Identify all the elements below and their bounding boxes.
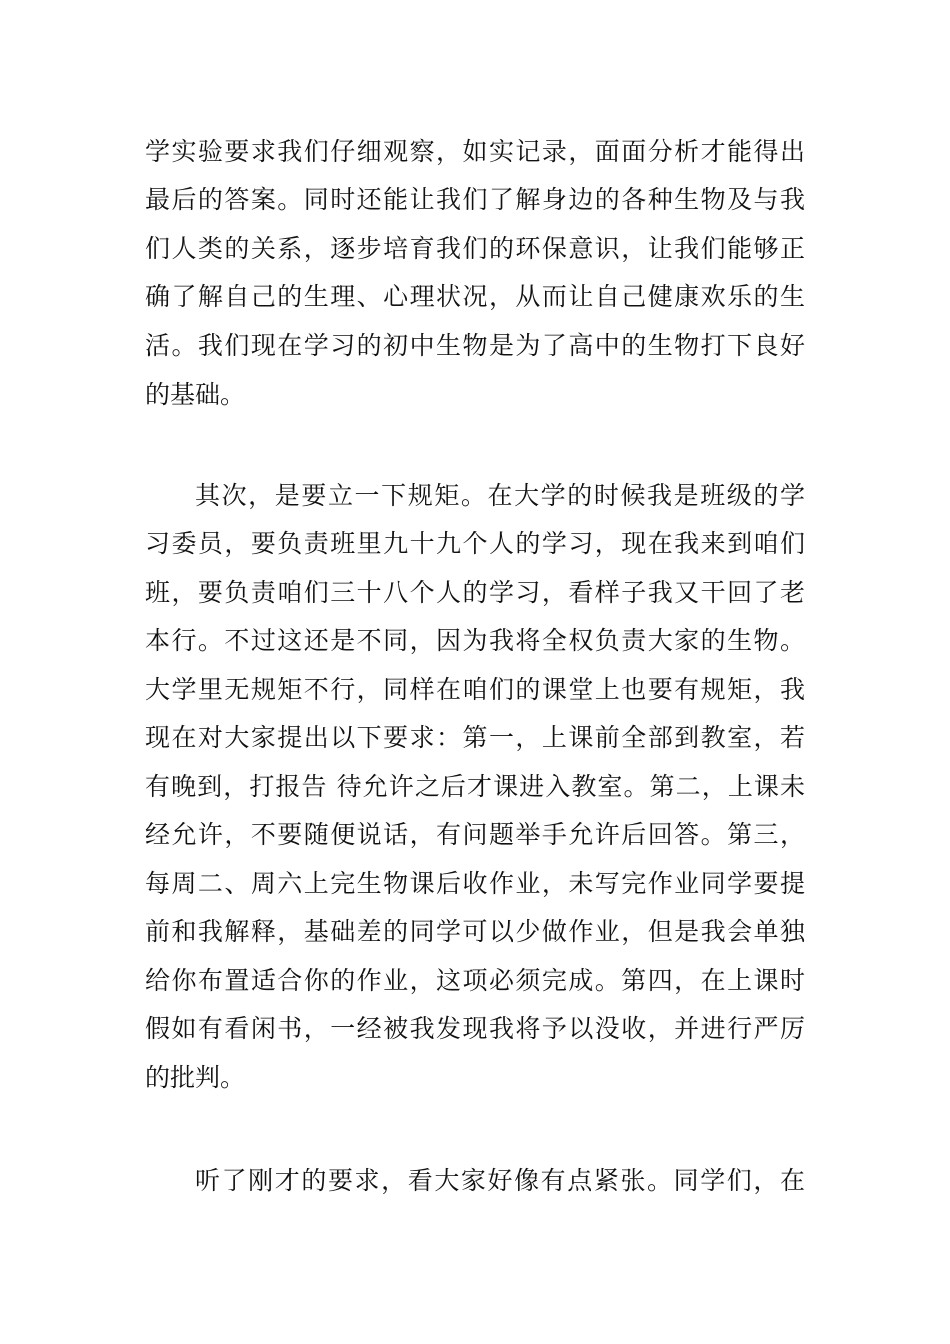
paragraph-2-line-6: 现在对大家提出以下要求：第一，上课前全部到教室，若 — [145, 723, 805, 752]
paragraph-3-line-1: 听了刚才的要求，看大家好像有点紧张。同学们，在 — [195, 1166, 805, 1195]
paragraph-2-line-10: 前和我解释，基础差的同学可以少做作业，但是我会单独 — [145, 917, 805, 946]
paragraph-2-line-13: 的批判。 — [145, 1063, 246, 1092]
paragraph-2-line-12: 假如有看闲书，一经被我发现我将予以没收，并进行严厉 — [145, 1014, 805, 1043]
paragraph-1-line-3: 们人类的关系，逐步培育我们的环保意识，让我们能够正 — [145, 234, 805, 263]
paragraph-2-line-2: 习委员，要负责班里九十九个人的学习，现在我来到咱们 — [145, 529, 805, 558]
paragraph-2-line-8: 经允许，不要随便说话，有问题举手允许后回答。第三， — [145, 820, 805, 849]
paragraph-2-line-5: 大学里无规矩不行，同样在咱们的课堂上也要有规矩，我 — [145, 675, 805, 704]
paragraph-2-line-4: 本行。不过这还是不同，因为我将全权负责大家的生物。 — [145, 626, 805, 655]
paragraph-2-line-1: 其次，是要立一下规矩。在大学的时候我是班级的学 — [195, 481, 805, 510]
paragraph-1-line-6: 的基础。 — [145, 380, 246, 409]
paragraph-1-line-5: 活。我们现在学习的初中生物是为了高中的生物打下良好 — [145, 331, 805, 360]
paragraph-2-line-7: 有晚到，打报告 待允许之后才课进入教室。第二，上课未 — [145, 772, 805, 801]
paragraph-2-line-3: 班，要负责咱们三十八个人的学习，看样子我又干回了老 — [145, 578, 805, 607]
paragraph-1-line-4: 确了解自己的生理、心理状况，从而让自己健康欢乐的生 — [145, 282, 805, 311]
paragraph-2-line-9: 每周二、周六上完生物课后收作业，未写完作业同学要提 — [145, 869, 805, 898]
paragraph-1-line-1: 学实验要求我们仔细观察，如实记录，面面分析才能得出 — [145, 137, 805, 166]
paragraph-1-line-2: 最后的答案。同时还能让我们了解身边的各种生物及与我 — [145, 185, 805, 214]
paragraph-2-line-11: 给你布置适合你的作业，这项必须完成。第四，在上课时 — [145, 966, 805, 995]
